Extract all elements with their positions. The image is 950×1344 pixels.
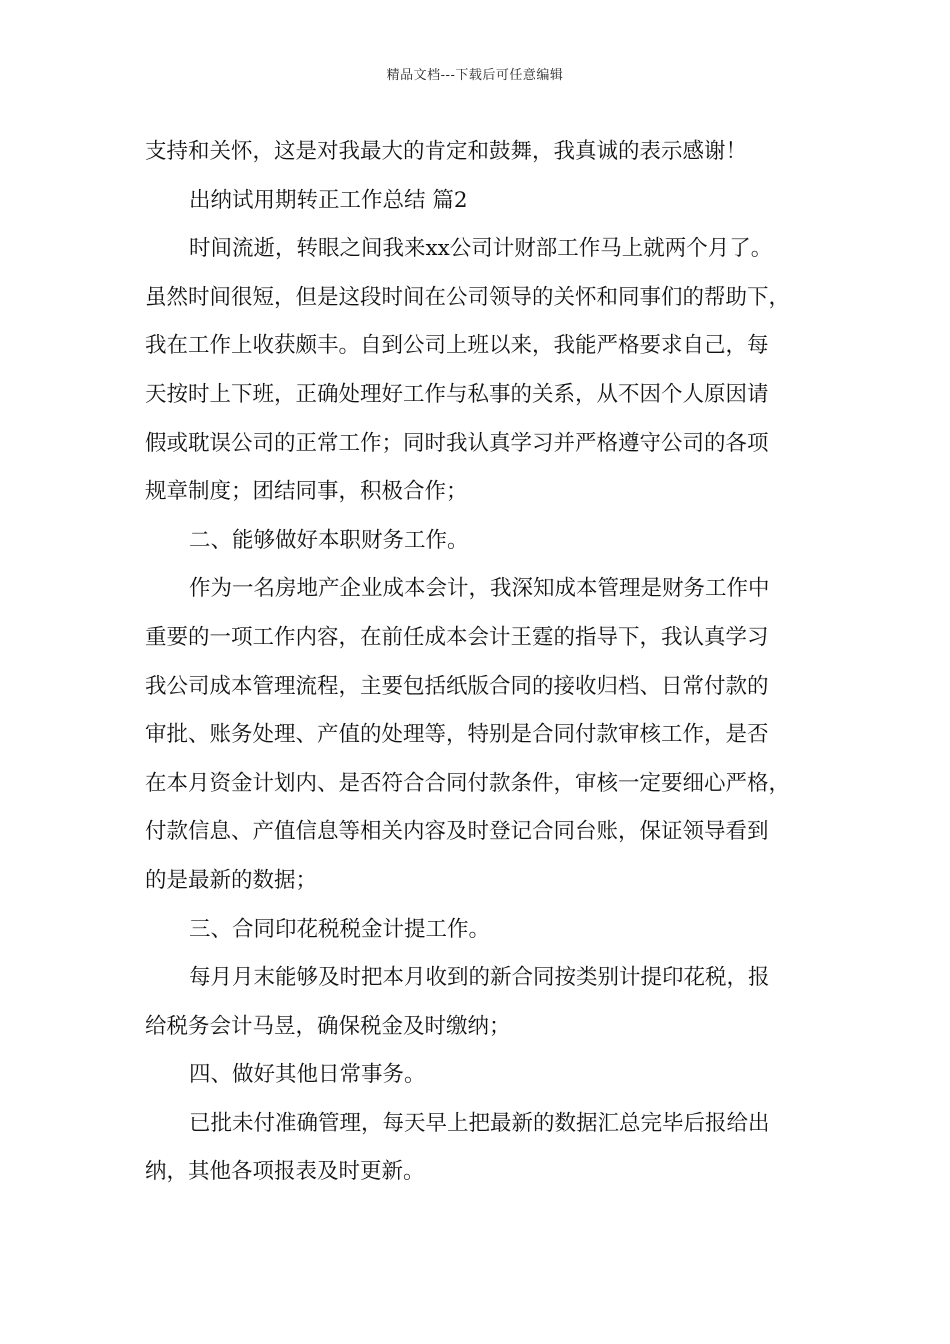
text-line: 支持和关怀，这是对我最大的肯定和鼓舞，我真诚的表示感谢！ <box>145 139 748 164</box>
text-line: 我在工作上收获颇丰。自到公司上班以来，我能严格要求自己，每 <box>145 333 769 359</box>
text-line: 规章制度；团结同事，积极合作； <box>145 479 468 505</box>
text-line: 每月月末能够及时把本月收到的新合同按类别计提印花税，报 <box>189 965 770 991</box>
text-line: 审批、账务处理、产值的处理等，特别是合同付款审核工作，是否 <box>145 722 769 748</box>
text-line: 假或耽误公司的正常工作；同时我认真学习并严格遵守公司的各项 <box>145 430 769 456</box>
text-line: 重要的一项工作内容，在前任成本会计王霆的指导下，我认真学习 <box>145 624 769 650</box>
text-line: 时间流逝，转眼之间我来xx公司计财部工作马上就两个月了。 <box>189 236 773 262</box>
text-line: 出纳试用期转正工作总结 篇2 <box>189 187 468 213</box>
text-line: 三、合同印花税税金计提工作。 <box>189 916 491 942</box>
text-line: 二、能够做好本职财务工作。 <box>189 527 469 553</box>
text-line: 作为一名房地产企业成本会计，我深知成本管理是财务工作中 <box>189 576 770 602</box>
page-header: 精品文档---下载后可任意编辑 <box>386 68 564 83</box>
text-line: 在本月资金计划内、是否符合合同付款条件，审核一定要细心严格， <box>145 770 791 796</box>
text-line: 的是最新的数据； <box>145 867 318 893</box>
text-line: 纳，其他各项报表及时更新。 <box>145 1159 425 1185</box>
text-line: 给税务会计马昱，确保税金及时缴纳； <box>145 1013 511 1039</box>
text-line: 已批未付准确管理，每天早上把最新的数据汇总完毕后报给出 <box>189 1110 770 1136</box>
text-line: 付款信息、产值信息等相关内容及时登记合同台账，保证领导看到 <box>145 819 769 845</box>
text-line: 天按时上下班，正确处理好工作与私事的关系，从不因个人原因请 <box>145 381 769 407</box>
text-line: 虽然时间很短，但是这段时间在公司领导的关怀和同事们的帮助下， <box>145 284 791 310</box>
text-line: 我公司成本管理流程，主要包括纸版合同的接收归档、日常付款的 <box>145 673 769 699</box>
document-body <box>145 128 825 1197</box>
text-line: 四、做好其他日常事务。 <box>189 1062 426 1088</box>
